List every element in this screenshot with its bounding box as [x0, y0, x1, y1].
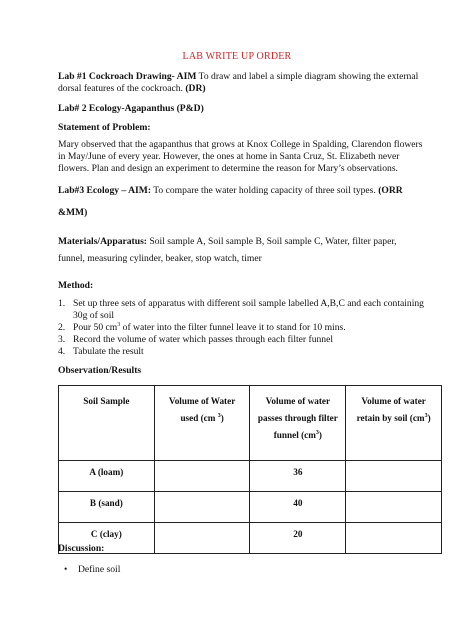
- results-table: [58, 385, 442, 554]
- header-volume-passed: Volume of water passes through filter funnel $(cm^3)$: [250, 386, 346, 461]
- lab1-tag: (DR): [185, 83, 206, 94]
- problem-heading: Statement of Problem:: [58, 122, 151, 133]
- header-volume-retained: Volume of water retain by soil $(cm^3)$: [346, 386, 442, 461]
- cell-passed: 40: [250, 492, 346, 523]
- lab1-section: [58, 71, 428, 95]
- table-row: [59, 461, 442, 492]
- cell-passed: 36: [250, 461, 346, 492]
- method-step: 4. Tabulate the result: [58, 346, 144, 357]
- cell-used: [154, 492, 250, 523]
- observation-heading: Observation/Results: [58, 365, 142, 376]
- materials-heading: Materials/Apparatus:: [58, 236, 147, 247]
- bullet-icon: •: [64, 564, 68, 575]
- lab3-tag-continued: &MM): [58, 207, 88, 218]
- table-header-row: [59, 386, 442, 461]
- discussion-heading: Discussion:: [58, 543, 105, 554]
- cell-retained: [346, 492, 442, 523]
- method-step: 1. Set up three sets of apparatus with different soil sample labelled A,B,C and each containing 30g of soil: [58, 298, 424, 321]
- problem-text: Mary observed that the agapanthus that grows at Knox College in Spalding, Clarendon flowers in May/June of every year. However, the ones at home in Santa Cruz, St. Elizabeth never flowers. Plan and design an experiment to determine the reason for Mary’s observations.: [58, 139, 423, 174]
- lab2-heading: Lab# 2 Ecology-Agapanthus (P&D): [58, 103, 204, 114]
- lab3-heading: Lab#3 Ecology – AIM:: [58, 185, 152, 196]
- discussion-item: • Define soil: [64, 564, 121, 575]
- lab3-tag: (ORR: [378, 185, 403, 196]
- materials-line-2: funnel, measuring cylinder, beaker, stop watch, timer: [58, 253, 262, 264]
- method-step: 2. Pour 50 $cm^3$ of water into the filter funnel leave it to stand for 10 mins.: [58, 321, 346, 333]
- materials-text: Soil sample A, Soil sample B, Soil sample C, Water, filter paper,: [147, 236, 397, 247]
- cell-retained: [346, 461, 442, 492]
- lab3-section: [58, 185, 428, 197]
- cell-sample: B (sand): [59, 492, 155, 523]
- method-heading: Method:: [58, 280, 94, 291]
- table-row: [59, 492, 442, 523]
- lab3-text: To compare the water holding capacity of three soil types.: [151, 185, 379, 196]
- cell-used: [154, 461, 250, 492]
- header-soil-sample: Soil Sample: [59, 386, 155, 461]
- cell-passed: 20: [250, 523, 346, 554]
- materials-line-1: [58, 236, 428, 248]
- method-step: 3. Record the volume of water which passes through each filter funnel: [58, 334, 334, 345]
- cell-sample: C (clay): [59, 523, 155, 554]
- header-volume-used: Volume of Water used (cm $^3$): [154, 386, 250, 461]
- lab1-heading: Lab #1 Cockroach Drawing- AIM: [58, 71, 197, 82]
- cell-sample: A (loam): [59, 461, 155, 492]
- lab1-text: To draw and label a simple diagram showing the external dorsal features of the cockroach.: [58, 71, 419, 94]
- method-steps: [58, 298, 428, 358]
- page-title: LAB WRITE UP ORDER: [182, 51, 292, 62]
